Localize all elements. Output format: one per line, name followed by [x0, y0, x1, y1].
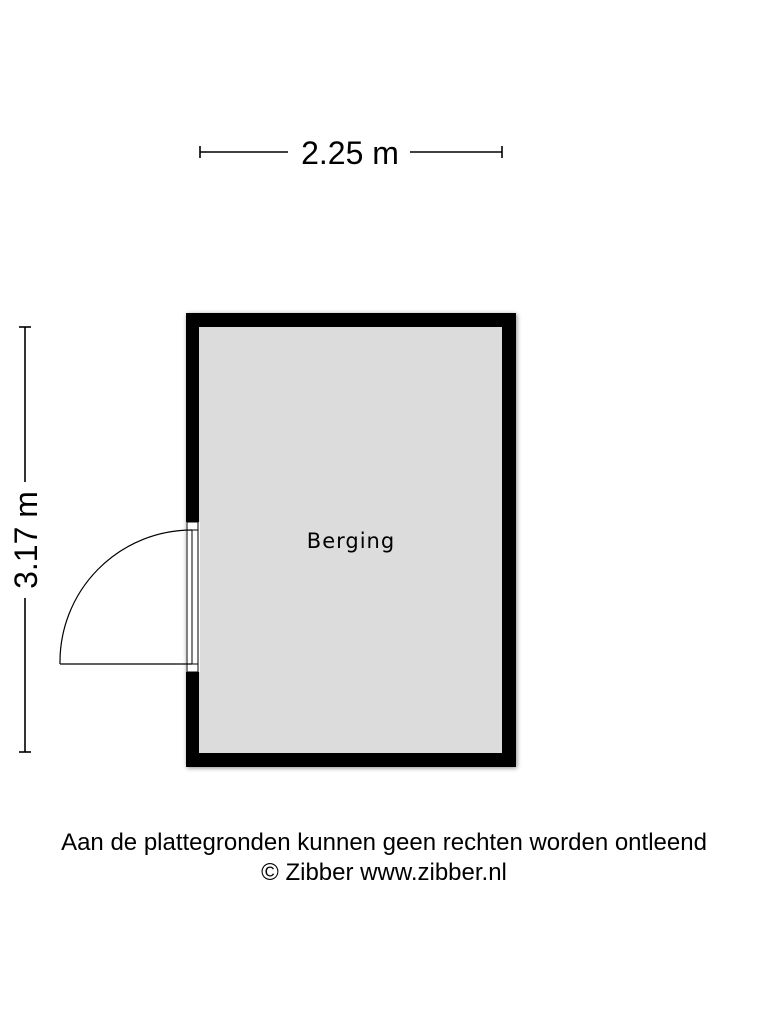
- door-swing-arc: [60, 530, 192, 664]
- width-dimension: [200, 135, 502, 171]
- disclaimer-text: Aan de plattegronden kunnen geen rechten worden ontleend: [61, 829, 707, 856]
- width-dimension-label: 2.25 m: [301, 135, 399, 171]
- copyright-text: © Zibber www.zibber.nl: [261, 859, 507, 886]
- room-label: Berging: [306, 529, 396, 553]
- height-dimension: [8, 327, 44, 752]
- height-dimension-label: 3.17 m: [8, 491, 44, 589]
- room-berging: [60, 313, 516, 767]
